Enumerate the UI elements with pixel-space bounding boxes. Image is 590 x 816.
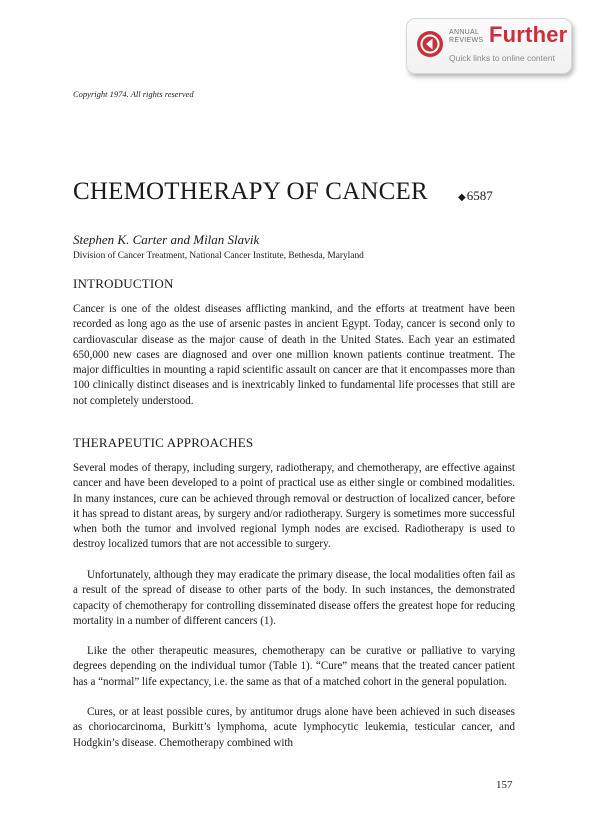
page-number: 157 [496,779,513,791]
copyright-notice: Copyright 1974. All rights reserved [73,89,194,99]
therapy-paragraph-3: Like the other therapeutic measures, chemotherapy can be curative or palliative to varying degrees depending on the individual tumor (Table 1). “Cure” means that the treated cancer patient has a “normal” life expectancy, i.e. the same as that of a matched cohort in the general population. [73,645,515,688]
article-title: CHEMOTHERAPY OF CANCER [73,178,428,205]
badge-subtitle: Quick links to online content [449,53,555,63]
section-heading-introduction: INTRODUCTION [73,276,174,291]
article-authors: Stephen K. Carter and Milan Slavik [73,232,260,247]
therapy-paragraph-4: Cures, or at least possible cures, by antitumor drugs alone have been achieved in such diseases as choriocarcinoma, Burkitt’s lymphoma, acute lymphocytic leukemia, testicular cancer, and Hodgkin’s disease. Chemotherapy combined with [73,706,515,749]
badge-annual-line: ANNUAL [449,29,480,36]
article-code-number: 6587 [466,188,493,203]
further-badge[interactable] [406,18,572,74]
intro-paragraph: Cancer is one of the oldest diseases afflicting mankind, and the efforts at treatment have been recorded as long ago as the use of arsenic pastes in ancient Egypt. Today, cancer is second only to cardiovascular disease as the major cause of death in the United States. Each year an estimated 650,000 new cases are diagnosed and over one million known patients continue treatment. The major difficulties in mounting a rapid scientific assault on cancer are that it encompasses more than 100 clinically distinct diseases and is inextricably linked to fundamental life processes that still are not completely understood. [73,303,515,407]
author-affiliation: Division of Cancer Treatment, National Cancer Institute, Bethesda, Maryland [73,251,364,261]
article-code [458,188,493,204]
annual-reviews-wordmark [449,29,489,45]
badge-reviews-line: REVIEWS [449,37,484,44]
section-heading-therapeutic: THERAPEUTIC APPROACHES [73,435,254,450]
badge-title: Further [489,22,568,47]
therapy-paragraph-1: Several modes of therapy, including surgery, radiotherapy, and chemotherapy, are effective against cancer and have been developed to a point of practical use as either single or combined modalities. In many instances, cure can be achieved through removal or destruction of localized cancer, before it has spread to distant areas, by surgery and/or radiotherapy. Surgery is sometimes more successful when both the tumor and involved regional lymph nodes are excised. Radiotherapy is used to destroy localized tumors that are not accessible to surgery. [73,462,515,551]
annual-reviews-logo-icon [416,30,444,58]
therapy-paragraph-2: Unfortunately, although they may eradicate the primary disease, the local modalities often fail as a result of the spread of disease to other parts of the body. In such instances, the demonstrated capacity of chemotherapy for controlling disseminated disease offers the greatest hope for reducing mortality in a number of different cancers (1). [73,569,515,627]
diamond-icon: ◆ [458,192,466,203]
